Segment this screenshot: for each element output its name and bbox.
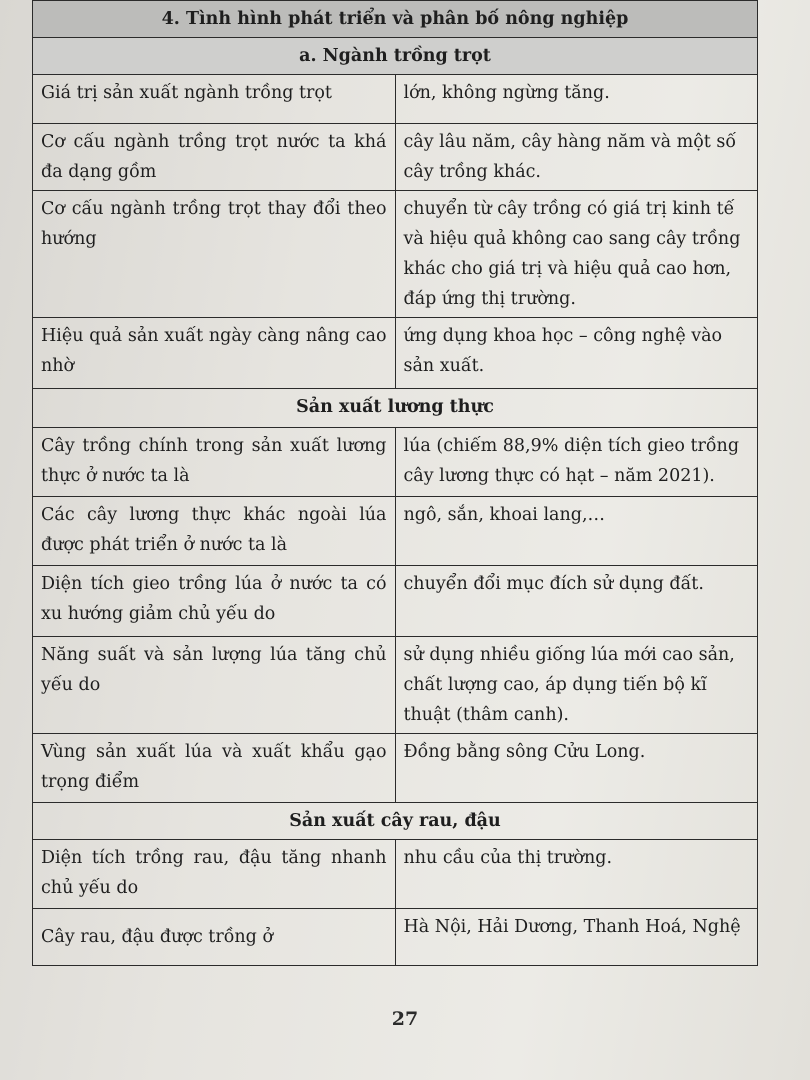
table-row xyxy=(33,840,758,909)
table-row xyxy=(33,637,758,734)
table-row xyxy=(33,428,758,497)
question-cell: Hiệu quả sản xuất ngày càng nâng cao nhờ xyxy=(33,318,396,389)
section-title-vegetables: Sản xuất cây rau, đậu xyxy=(33,803,758,840)
table-heading-row xyxy=(33,1,758,38)
table-row xyxy=(33,497,758,566)
question-cell: Cây trồng chính trong sản xuất lương thực ở nước ta là xyxy=(33,428,396,497)
section-row xyxy=(33,389,758,428)
answer-cell: lúa (chiếm 88,9% diện tích gieo trồng cây lương thực có hạt – năm 2021). xyxy=(395,428,758,497)
answer-cell: sử dụng nhiều giống lúa mới cao sản, chất lượng cao, áp dụng tiến bộ kĩ thuật (thâm canh). xyxy=(395,637,758,734)
table-row xyxy=(33,566,758,637)
answer-cell: chuyển đổi mục đích sử dụng đất. xyxy=(395,566,758,637)
section-title-cultivation: a. Ngành trồng trọt xyxy=(33,38,758,75)
answer-cell: lớn, không ngừng tăng. xyxy=(395,75,758,124)
table-row xyxy=(33,75,758,124)
table-row xyxy=(33,318,758,389)
section-title-food: Sản xuất lương thực xyxy=(33,389,758,428)
question-cell: Các cây lương thực khác ngoài lúa được phát triển ở nước ta là xyxy=(33,497,396,566)
answer-cell: ngô, sắn, khoai lang,… xyxy=(395,497,758,566)
question-cell: Diện tích trồng rau, đậu tăng nhanh chủ yếu do xyxy=(33,840,396,909)
table-heading: 4. Tình hình phát triển và phân bố nông nghiệp xyxy=(33,1,758,38)
section-row xyxy=(33,803,758,840)
question-cell: Cây rau, đậu được trồng ở xyxy=(33,909,396,966)
summary-table xyxy=(32,0,758,966)
table-row xyxy=(33,191,758,318)
question-cell: Năng suất và sản lượng lúa tăng chủ yếu do xyxy=(33,637,396,734)
table-row xyxy=(33,734,758,803)
answer-cell: cây lâu năm, cây hàng năm và một số cây trồng khác. xyxy=(395,124,758,191)
page-number: 27 xyxy=(391,1008,419,1030)
question-cell: Diện tích gieo trồng lúa ở nước ta có xu hướng giảm chủ yếu do xyxy=(33,566,396,637)
answer-cell: ứng dụng khoa học – công nghệ vào sản xuất. xyxy=(395,318,758,389)
question-cell: Cơ cấu ngành trồng trọt thay đổi theo hướng xyxy=(33,191,396,318)
section-row xyxy=(33,38,758,75)
answer-cell: Đồng bằng sông Cửu Long. xyxy=(395,734,758,803)
table-row xyxy=(33,909,758,966)
answer-cell: Hà Nội, Hải Dương, Thanh Hoá, Nghệ xyxy=(395,909,758,966)
table-row xyxy=(33,124,758,191)
question-cell: Cơ cấu ngành trồng trọt nước ta khá đa dạng gồm xyxy=(33,124,396,191)
question-cell: Giá trị sản xuất ngành trồng trọt xyxy=(33,75,396,124)
answer-cell: chuyển từ cây trồng có giá trị kinh tế và hiệu quả không cao sang cây trồng khác cho giá trị và hiệu quả cao hơn, đáp ứng thị trường. xyxy=(395,191,758,318)
answer-cell: nhu cầu của thị trường. xyxy=(395,840,758,909)
question-cell: Vùng sản xuất lúa và xuất khẩu gạo trọng điểm xyxy=(33,734,396,803)
